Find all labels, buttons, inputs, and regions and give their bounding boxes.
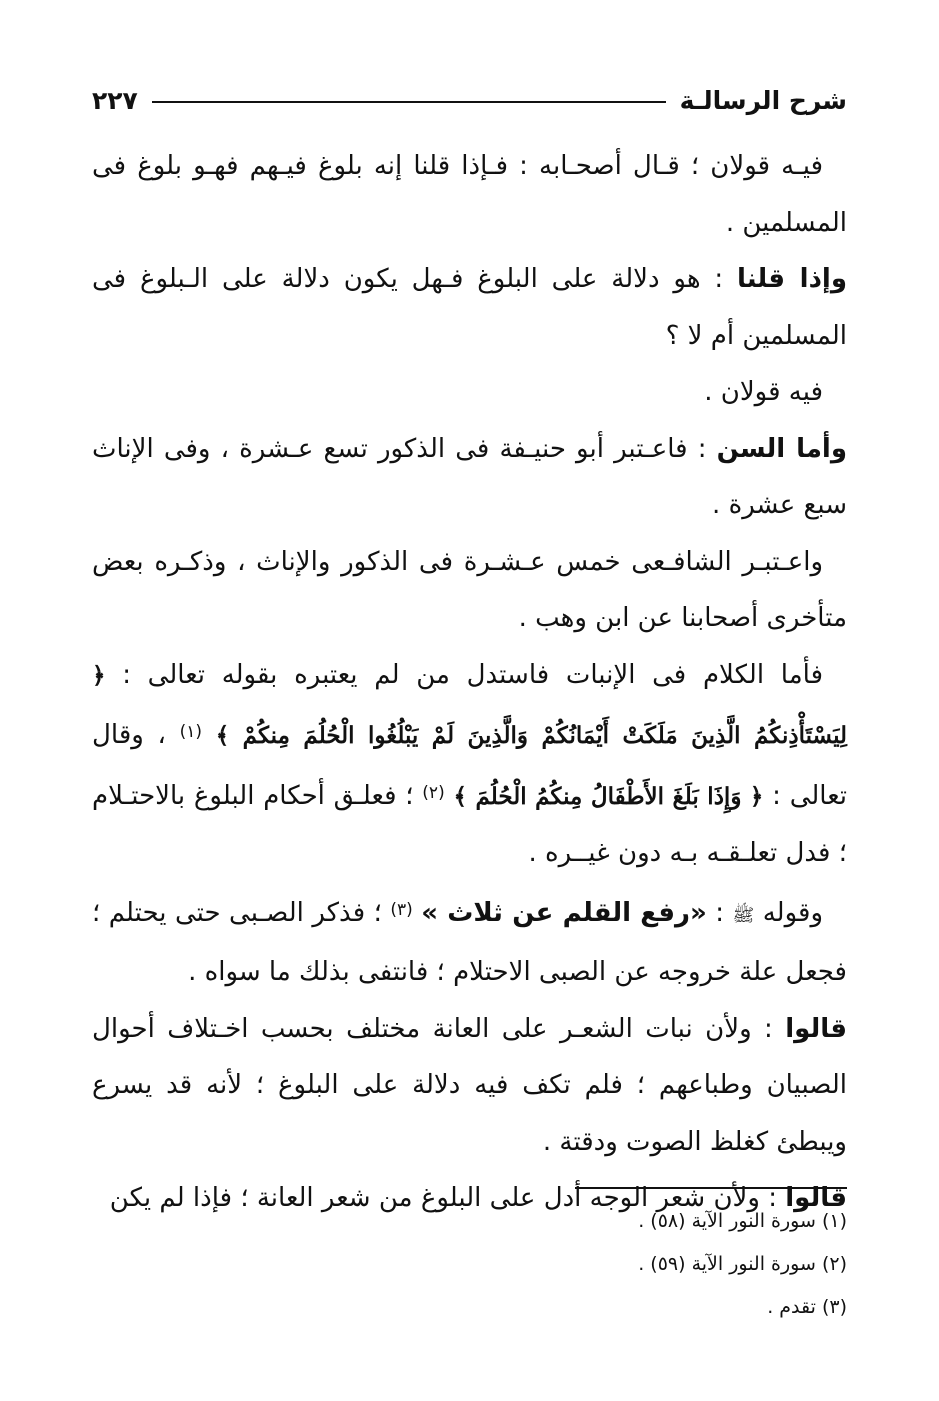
- footnotes: [92, 1200, 847, 1329]
- paragraph: [92, 534, 847, 647]
- quran-verse: ﴿ وَإِذَا بَلَغَ الأَطْفَالُ مِنكُمُ الْحُلُمَ ﴾: [453, 782, 764, 810]
- paragraph: [92, 364, 847, 421]
- footnote: (١) سورة النور الآية (٥٨) .: [638, 1210, 847, 1232]
- paragraph-text: :: [706, 897, 733, 928]
- paragraph-text: : فاعـتبر أبو حنيـفة فى الذكور تسع عـشرة ، وفى الإناث سبع عشرة .: [92, 433, 847, 520]
- paragraph-text: ؛ فذكر الصـبى حتى يحتلم ؛ فجعل علة خروجه عن الصبى الاحتلام ؛ فانتفى بذلك ما سواه .: [92, 897, 847, 987]
- main-text: [92, 138, 847, 1227]
- footnote-ref: (٣): [390, 899, 413, 920]
- paragraph-lead: وأما السن: [716, 433, 848, 464]
- paragraph: [92, 1001, 847, 1171]
- paragraph-quran-evidence: [92, 647, 847, 882]
- paragraph: [92, 421, 847, 534]
- paragraph-text: ؛ فعلـق أحكام البلوغ بالاحتـلام ؛ فدل تعلـقـه بـه دون غيــره .: [92, 780, 847, 868]
- header-rule: [152, 101, 666, 103]
- footnote-rule: [575, 1187, 847, 1189]
- paragraph-text: فأما الكلام فى الإنبات فاستدل من لم يعتبره بقوله تعالى :: [105, 659, 823, 690]
- footnote: (٣) تقدم .: [767, 1296, 847, 1318]
- paragraph-hadith: [92, 882, 847, 1001]
- footnote-ref: (١): [179, 722, 203, 742]
- paragraph-lead: قالوا: [785, 1013, 847, 1044]
- salutation-glyph: ﷺ: [732, 904, 755, 926]
- footnote: (٢) سورة النور الآية (٥٩) .: [638, 1253, 847, 1275]
- paragraph-lead: وإذا قلنا: [737, 264, 847, 294]
- paragraph-text: واعـتبـر الشافـعى خمس عـشـرة فى الذكور والإناث ، وذكـره بعض متأخرى أصحابنا عن ابن وهب .: [92, 546, 847, 633]
- paragraph-text: فيه قولان .: [704, 377, 823, 407]
- paragraph-text: ، وقال تعالى :: [92, 720, 847, 811]
- quran-verse: ﴿ لِيَسْتَأْذِنكُمُ الَّذِينَ مَلَكَتْ أَيْمَانُكُمْ وَالَّذِينَ لَمْ يَبْلُغُوا الْحُلُمَ مِنكُمْ ﴾: [92, 661, 848, 749]
- paragraph-text: فيـه قولان ؛ قـال أصحـابه : فـإذا قلنا إنه بلوغ فيـهم فهـو بلوغ فى المسلمين .: [92, 151, 847, 238]
- page-number: ٢٢٧: [92, 85, 138, 115]
- paragraph: [92, 138, 847, 251]
- running-header: [92, 82, 847, 118]
- footnote-ref: (٢): [422, 782, 445, 803]
- paragraph-text: : ولأن شعر الوجه أدل على البلوغ من شعر العانة ؛ فإذا لم يكن: [109, 1183, 786, 1213]
- paragraph: [92, 251, 847, 364]
- paragraph-text: : هو دلالة على البلوغ فـهل يكون دلالة على الـبلوغ فى المسلمين أم لا ؟: [92, 264, 847, 351]
- paragraph-text: وقوله: [754, 897, 824, 928]
- hadith-quote: «رفع القلم عن ثلاث »: [421, 897, 707, 928]
- running-title: شرح الرسالـة: [679, 85, 847, 115]
- paragraph-text: : ولأن نبات الشعـر على العانة مختلف بحسب اخـتلاف أحوال الصبيان وطباعهم ؛ فلم تكف فيه دلالة على البلوغ ؛ لأنه قد يسرع ويبطئ كغلظ الصوت ودقتة .: [92, 1013, 847, 1157]
- paragraph-lead: قالوا: [785, 1183, 847, 1213]
